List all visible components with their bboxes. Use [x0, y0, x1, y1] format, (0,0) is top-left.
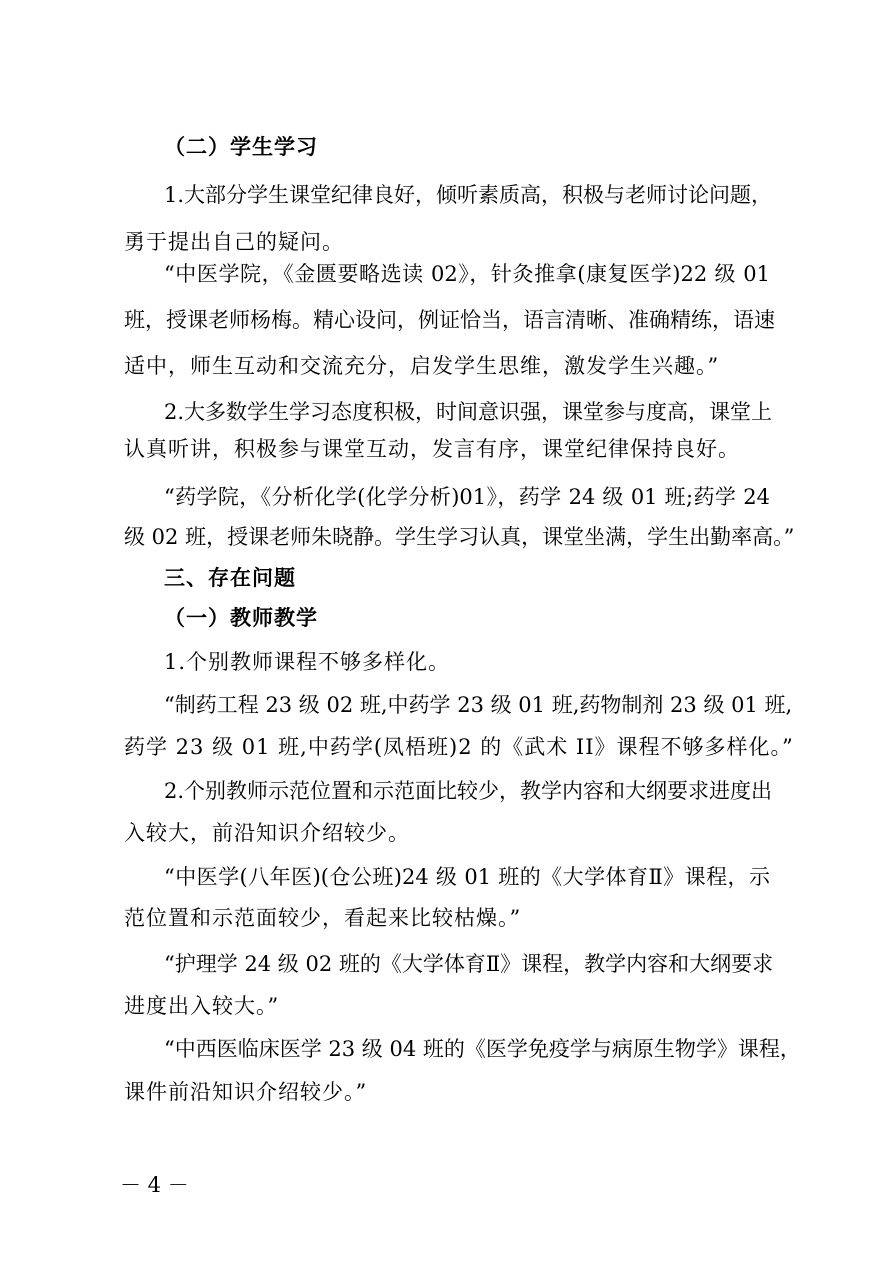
paragraph-line: 勇于提出自己的疑问。: [124, 230, 344, 254]
paragraph-line: 2.大多数学生学习态度积极，时间意识强，课堂参与度高，课堂上: [164, 400, 773, 424]
paragraph-line: 认真听讲，积极参与课堂互动，发言有序，课堂纪律保持良好。: [124, 437, 740, 461]
section-heading-student-learning: （二）学生学习: [164, 135, 318, 159]
quote-line: 范位置和示范面较少，看起来比较枯燥。”: [124, 906, 522, 930]
quote-line: “中医学(八年医)(仓公班)24 级 01 班的《大学体育Ⅱ》课程，示: [164, 865, 770, 889]
quote-line: “中西医临床医学 23 级 04 班的《医学免疫学与病原生物学》课程，: [164, 1037, 801, 1061]
paragraph-line: 1.个别教师课程不够多样化。: [164, 650, 451, 674]
quote-line: 药学 23 级 01 班,中药学(凤梧班)2 的《武术 II》课程不够多样化。”: [124, 735, 794, 759]
paragraph-line: 1.大部分学生课堂纪律良好，倾听素质高，积极与老师讨论问题，: [164, 183, 773, 207]
quote-line: 进度出入较大。”: [124, 994, 280, 1018]
quote-line: “护理学 24 级 02 班的《大学体育Ⅱ》课程，教学内容和大纲要求: [164, 952, 774, 976]
quote-line: “药学院，《分析化学(化学分析)01》，药学 24 级 01 班;药学 24: [164, 485, 770, 509]
quote-line: 班，授课老师杨梅。精心设问，例证恰当，语言清晰、准确精练，语速: [124, 308, 775, 332]
section-heading-teacher-teaching: （一）教师教学: [164, 606, 318, 630]
paragraph-line: 入较大，前沿知识介绍较少。: [124, 821, 410, 845]
quote-line: 课件前沿知识介绍较少。”: [124, 1080, 368, 1104]
quote-line: 级 02 班，授课老师朱晓静。学生学习认真，课堂坐满，学生出勤率高。”: [124, 525, 795, 549]
quote-line: “制药工程 23 级 02 班,中药学 23 级 01 班,药物制剂 23 级 01 班,: [164, 693, 793, 717]
section-heading-problems: 三、存在问题: [164, 566, 296, 590]
paragraph-line: 2.个别教师示范位置和示范面比较少，教学内容和大纲要求进度出: [164, 779, 773, 803]
quote-line: “中医学院，《金匮要略选读 02》，针灸推拿(康复医学)22 级 01: [164, 262, 770, 286]
quote-line: 适中，师生互动和交流充分，启发学生思维，激发学生兴趣。”: [124, 354, 720, 378]
page-number: － 4 －: [120, 1173, 189, 1197]
